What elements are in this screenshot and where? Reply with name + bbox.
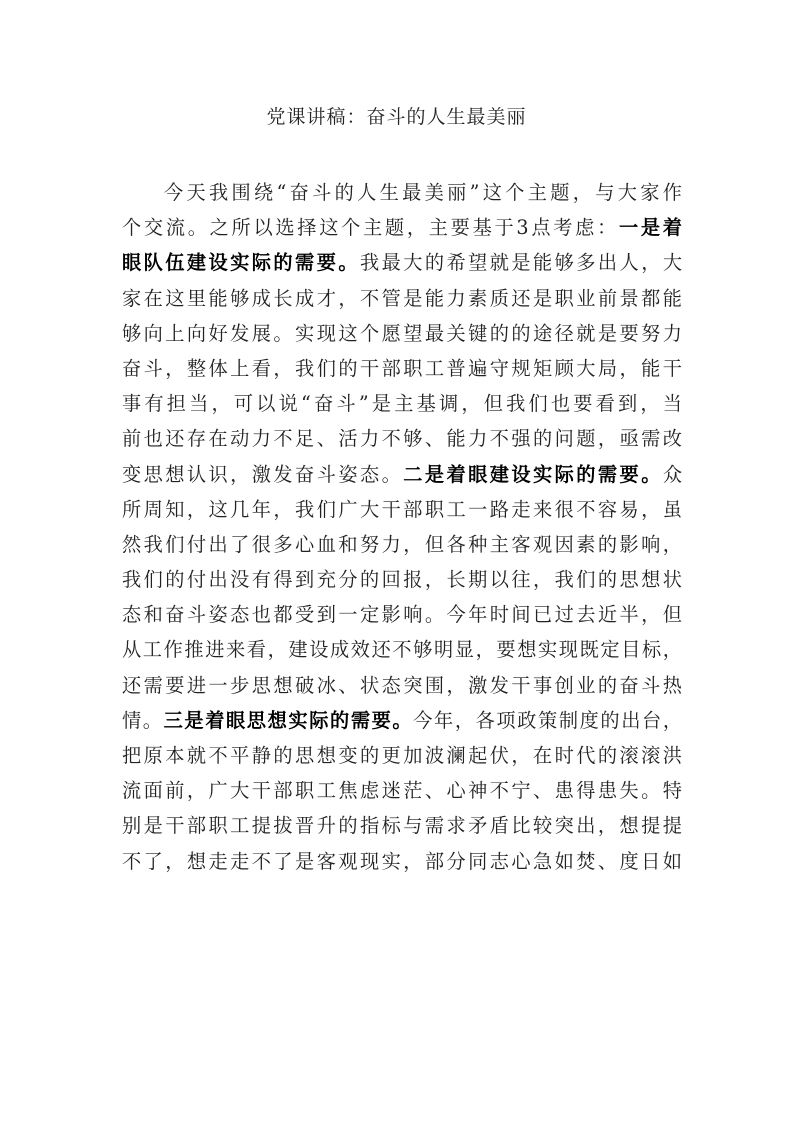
- body-text: 流面前，广大干部职工焦虑迷茫、心神不宁、患得患失。特: [122, 779, 682, 803]
- paragraph-line: [122, 597, 682, 632]
- paragraph-line: [122, 562, 682, 597]
- body-text: 把原本就不平静的思想变的更加波澜起伏，在时代的滚滚洪: [122, 744, 682, 767]
- body-text: 事有担当，可以说“奋斗”是主基调，但我们也要看到，当: [122, 392, 682, 416]
- body-text: 态和奋斗姿态也都受到一定影响。今年时间已过去近半，但: [122, 603, 682, 627]
- paragraph-line: [122, 773, 682, 808]
- body-text: 别是干部职工提拔晋升的指标与需求矛盾比较突出，想提提: [122, 814, 682, 838]
- body-text: 个交流。之所以选择这个主题，主要基于3点考虑：: [122, 216, 619, 240]
- paragraph-line: [122, 421, 682, 456]
- paragraph-line: [122, 527, 682, 562]
- body-text: 从工作推进来看，建设成效还不够明显，要想实现既定目标，: [122, 638, 682, 662]
- body-text: 变思想认识，激发奋斗姿态。: [122, 462, 404, 486]
- paragraph-line: [122, 351, 682, 386]
- bold-heading-text: 二是着眼建设实际的需要。: [403, 462, 663, 486]
- body-text: 今年，各项政策制度的出台，: [413, 708, 683, 732]
- body-text: 还需要进一步思想破冰、状态突围，激发干事创业的奋斗热: [122, 673, 682, 697]
- bold-heading-text: 眼队伍建设实际的需要。: [122, 251, 360, 275]
- body-text: 我最大的希望就是能够多出人，大: [359, 251, 683, 275]
- body-text: 然我们付出了很多心血和努力，但各种主客观因素的影响，: [122, 532, 682, 556]
- body-text: 我们的付出没有得到充分的回报，长期以往，我们的思想状: [122, 568, 682, 592]
- paragraph-line: [122, 457, 682, 492]
- body-text: 众: [662, 462, 683, 486]
- paragraph-line: [122, 386, 682, 421]
- paragraph-line: [122, 808, 682, 843]
- paragraph-line: [122, 844, 682, 879]
- bold-heading-text: 一是着: [618, 216, 682, 240]
- paragraph-line: [122, 738, 682, 773]
- bold-heading-text: 三是着眼思想实际的需要。: [163, 708, 414, 732]
- body-text: 情。: [122, 708, 164, 732]
- paragraph-line: [122, 632, 682, 667]
- paragraph-line: [122, 281, 682, 316]
- body-text: 今天我围绕“奋斗的人生最美丽”这个主题，与大家作: [164, 181, 682, 204]
- paragraph-line: [122, 175, 682, 210]
- paragraph-line: [122, 703, 682, 738]
- document-title: 党课讲稿：奋斗的人生最美丽: [266, 106, 527, 128]
- paragraph-line: [122, 210, 682, 245]
- paragraph-line: [122, 245, 682, 280]
- body-text: 所周知，这几年，我们广大干部职工一路走来很不容易，虽: [122, 497, 682, 521]
- body-text: 奋斗，整体上看，我们的干部职工普遍守规矩顾大局，能干: [122, 356, 682, 380]
- paragraph-line: [122, 492, 682, 527]
- body-text: 前也还存在动力不足、活力不够、能力不强的问题，亟需改: [122, 427, 682, 451]
- paragraph-line: [122, 668, 682, 703]
- body-text: 够向上向好发展。实现这个愿望最关键的的途径就是要努力: [122, 321, 682, 345]
- document-body: [122, 175, 682, 879]
- body-text: 不了，想走走不了是客观现实，部分同志心急如焚、度日如: [122, 849, 682, 873]
- paragraph-line: [122, 316, 682, 351]
- body-text: 家在这里能够成长成才，不管是能力素质还是职业前景都能: [122, 286, 682, 310]
